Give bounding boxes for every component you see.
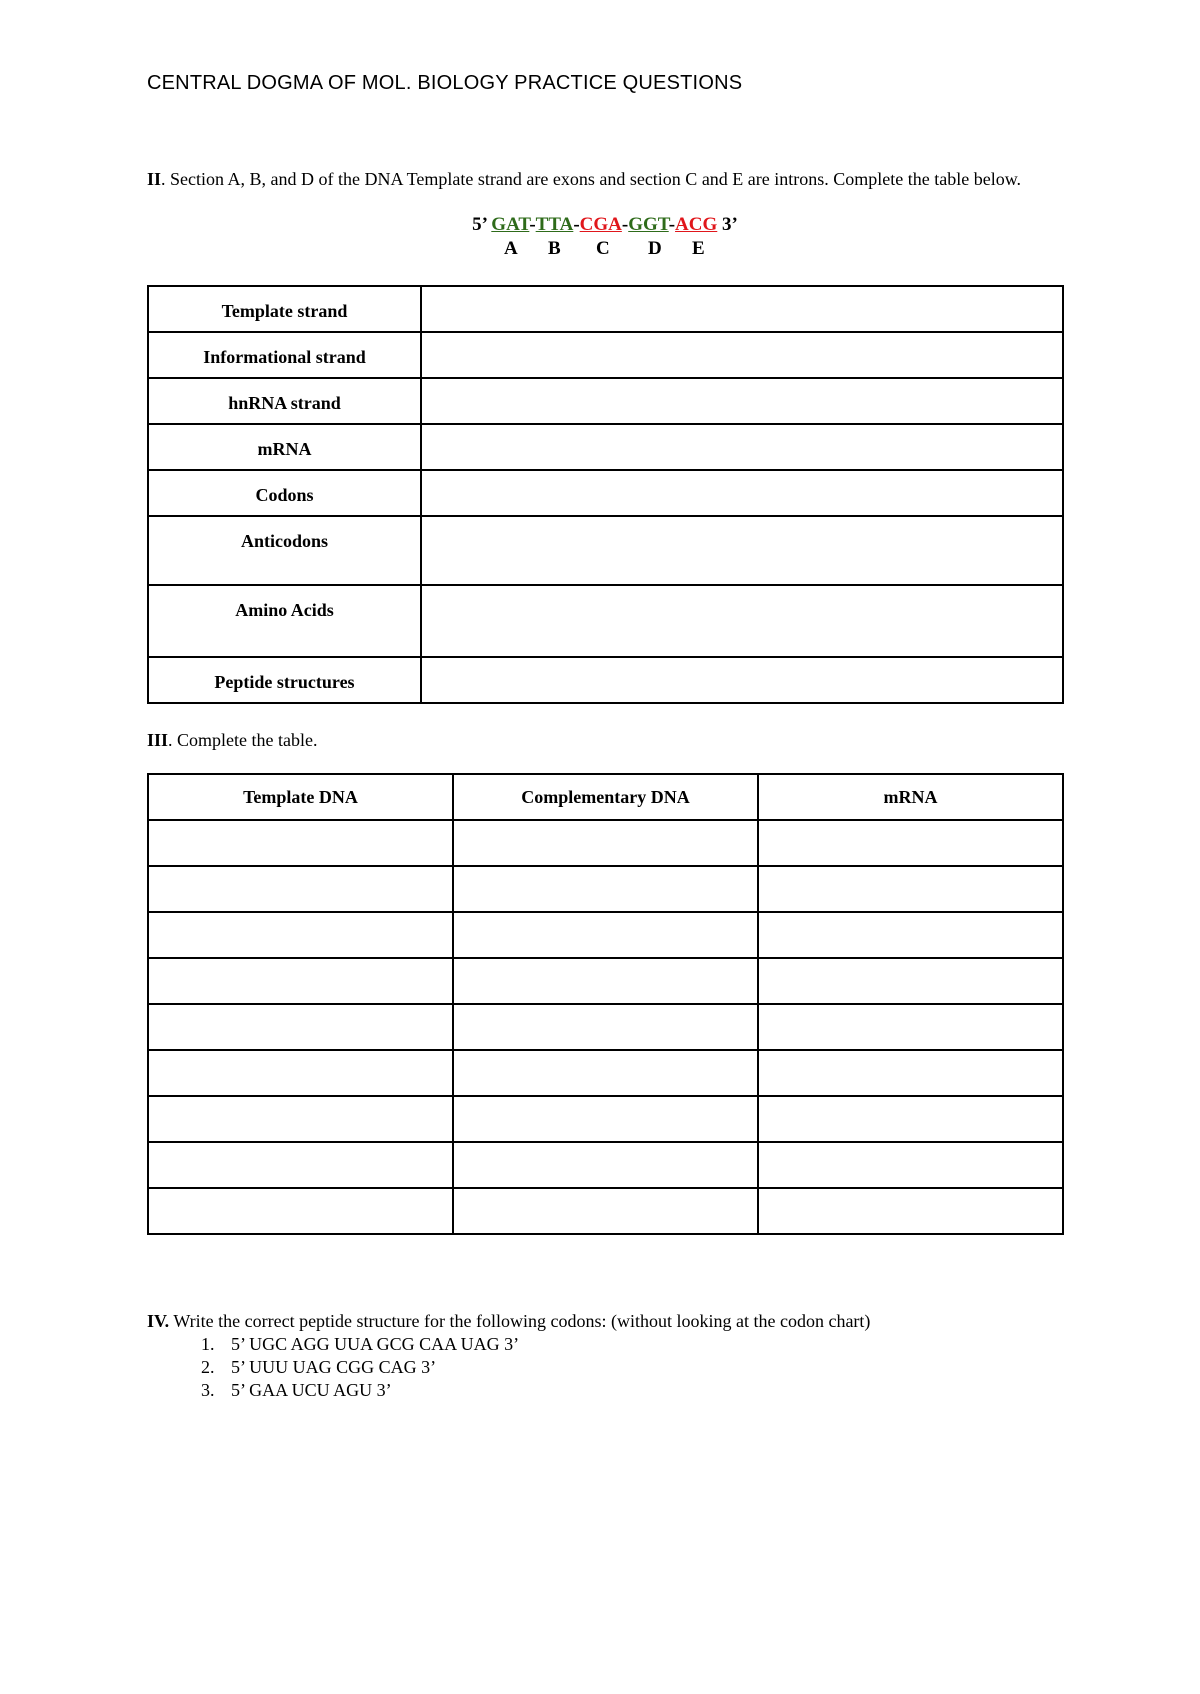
answer-cell[interactable] bbox=[453, 958, 758, 1004]
table-row bbox=[148, 332, 1063, 378]
table-row bbox=[148, 424, 1063, 470]
list-item: 1. 5’ UGC AGG UUA GCG CAA UAG 3’ bbox=[219, 1333, 870, 1356]
section-ii-number: II bbox=[147, 169, 162, 189]
sequence-separator: - bbox=[529, 214, 536, 235]
answer-cell[interactable] bbox=[148, 1050, 453, 1096]
answer-cell[interactable] bbox=[148, 820, 453, 866]
sequence-segment-e: ACG bbox=[675, 214, 718, 235]
table-body bbox=[148, 820, 1063, 1234]
section-ii-instructions bbox=[147, 168, 1047, 190]
answer-cell[interactable] bbox=[453, 1142, 758, 1188]
answer-cell[interactable] bbox=[758, 958, 1063, 1004]
section-iv-prompt bbox=[147, 1310, 870, 1333]
sequence-segment-c: CGA bbox=[579, 214, 622, 235]
row-label: Peptide structures bbox=[148, 657, 421, 703]
table-row bbox=[148, 585, 1063, 657]
answer-cell[interactable] bbox=[758, 866, 1063, 912]
dna-template-sequence bbox=[0, 214, 1200, 236]
answer-cell[interactable] bbox=[453, 820, 758, 866]
answer-cell[interactable] bbox=[421, 470, 1063, 516]
answer-cell[interactable] bbox=[148, 1096, 453, 1142]
table-row bbox=[148, 1096, 1063, 1142]
answer-cell[interactable] bbox=[148, 958, 453, 1004]
table-row bbox=[148, 516, 1063, 585]
answer-cell[interactable] bbox=[758, 1188, 1063, 1234]
row-label: Anticodons bbox=[148, 516, 421, 585]
answer-cell[interactable] bbox=[758, 912, 1063, 958]
answer-cell[interactable] bbox=[421, 424, 1063, 470]
page-title: CENTRAL DOGMA OF MOL. BIOLOGY PRACTICE QUESTIONS bbox=[147, 72, 743, 94]
answer-cell[interactable] bbox=[453, 1188, 758, 1234]
answer-cell[interactable] bbox=[758, 820, 1063, 866]
section-iii-instructions bbox=[147, 730, 317, 751]
table-row bbox=[148, 470, 1063, 516]
list-item: 2. 5’ UUU UAG CGG CAG 3’ bbox=[219, 1356, 870, 1379]
section-iii-text: . Complete the table. bbox=[168, 730, 318, 750]
table-row bbox=[148, 820, 1063, 866]
answer-cell[interactable] bbox=[453, 1096, 758, 1142]
answer-cell[interactable] bbox=[148, 1004, 453, 1050]
answer-cell[interactable] bbox=[421, 585, 1063, 657]
dna-mrna-table bbox=[147, 773, 1064, 1235]
table-row bbox=[148, 1188, 1063, 1234]
section-ii-text: . Section A, B, and D of the DNA Template strand are exons and section C and E are introns. Complete the table below. bbox=[161, 169, 1022, 189]
column-header-complementary-dna: Complementary DNA bbox=[453, 774, 758, 820]
section-letter-b: B bbox=[548, 238, 561, 259]
sequence-5prime: 5’ bbox=[472, 214, 487, 235]
sequence-3prime: 3’ bbox=[722, 214, 738, 235]
section-letter-d: D bbox=[648, 238, 662, 259]
answer-cell[interactable] bbox=[758, 1050, 1063, 1096]
table-row bbox=[148, 1142, 1063, 1188]
section-letter-e: E bbox=[692, 238, 705, 259]
table-row bbox=[148, 286, 1063, 332]
sequence-separator: - bbox=[621, 214, 629, 235]
section-letter-c: C bbox=[596, 238, 610, 259]
list-item: 3. 5’ GAA UCU AGU 3’ bbox=[219, 1379, 870, 1402]
sequence-segment-b: TTA bbox=[535, 214, 574, 235]
answer-cell[interactable] bbox=[421, 378, 1063, 424]
row-label: Template strand bbox=[148, 286, 421, 332]
sequence-segment-d: GGT bbox=[628, 214, 669, 235]
answer-cell[interactable] bbox=[453, 1050, 758, 1096]
answer-cell[interactable] bbox=[758, 1142, 1063, 1188]
answer-cell[interactable] bbox=[453, 866, 758, 912]
answer-cell[interactable] bbox=[758, 1004, 1063, 1050]
answer-cell[interactable] bbox=[421, 332, 1063, 378]
answer-cell[interactable] bbox=[421, 657, 1063, 703]
answer-cell[interactable] bbox=[758, 1096, 1063, 1142]
answer-cell[interactable] bbox=[148, 866, 453, 912]
row-label: hnRNA strand bbox=[148, 378, 421, 424]
sequence-separator: - bbox=[573, 214, 580, 235]
column-header-template-dna: Template DNA bbox=[148, 774, 453, 820]
table-row bbox=[148, 912, 1063, 958]
table-header-row bbox=[148, 774, 1063, 820]
table-row bbox=[148, 378, 1063, 424]
codon-list bbox=[147, 1333, 870, 1402]
table-row bbox=[148, 1004, 1063, 1050]
table-row bbox=[148, 866, 1063, 912]
section-iv-instructions bbox=[147, 1310, 870, 1402]
answer-cell[interactable] bbox=[148, 912, 453, 958]
answer-cell[interactable] bbox=[148, 1142, 453, 1188]
table-row bbox=[148, 1050, 1063, 1096]
section-iv-number: IV. bbox=[147, 1311, 170, 1331]
answer-cell[interactable] bbox=[148, 1188, 453, 1234]
section-letter-a: A bbox=[504, 238, 518, 259]
row-label: Amino Acids bbox=[148, 585, 421, 657]
answer-cell[interactable] bbox=[453, 912, 758, 958]
answer-cell[interactable] bbox=[453, 1004, 758, 1050]
transcription-table bbox=[147, 285, 1064, 704]
sequence-segment-a: GAT bbox=[491, 214, 530, 235]
table-row bbox=[148, 958, 1063, 1004]
column-header-mrna: mRNA bbox=[758, 774, 1063, 820]
row-label: Informational strand bbox=[148, 332, 421, 378]
sequence-separator: - bbox=[668, 214, 676, 235]
answer-cell[interactable] bbox=[421, 286, 1063, 332]
row-label: mRNA bbox=[148, 424, 421, 470]
section-iii-number: III bbox=[147, 730, 169, 750]
section-iv-text: Write the correct peptide structure for the following codons: (without looking at the codon chart) bbox=[169, 1311, 871, 1331]
answer-cell[interactable] bbox=[421, 516, 1063, 585]
row-label: Codons bbox=[148, 470, 421, 516]
table-row bbox=[148, 657, 1063, 703]
